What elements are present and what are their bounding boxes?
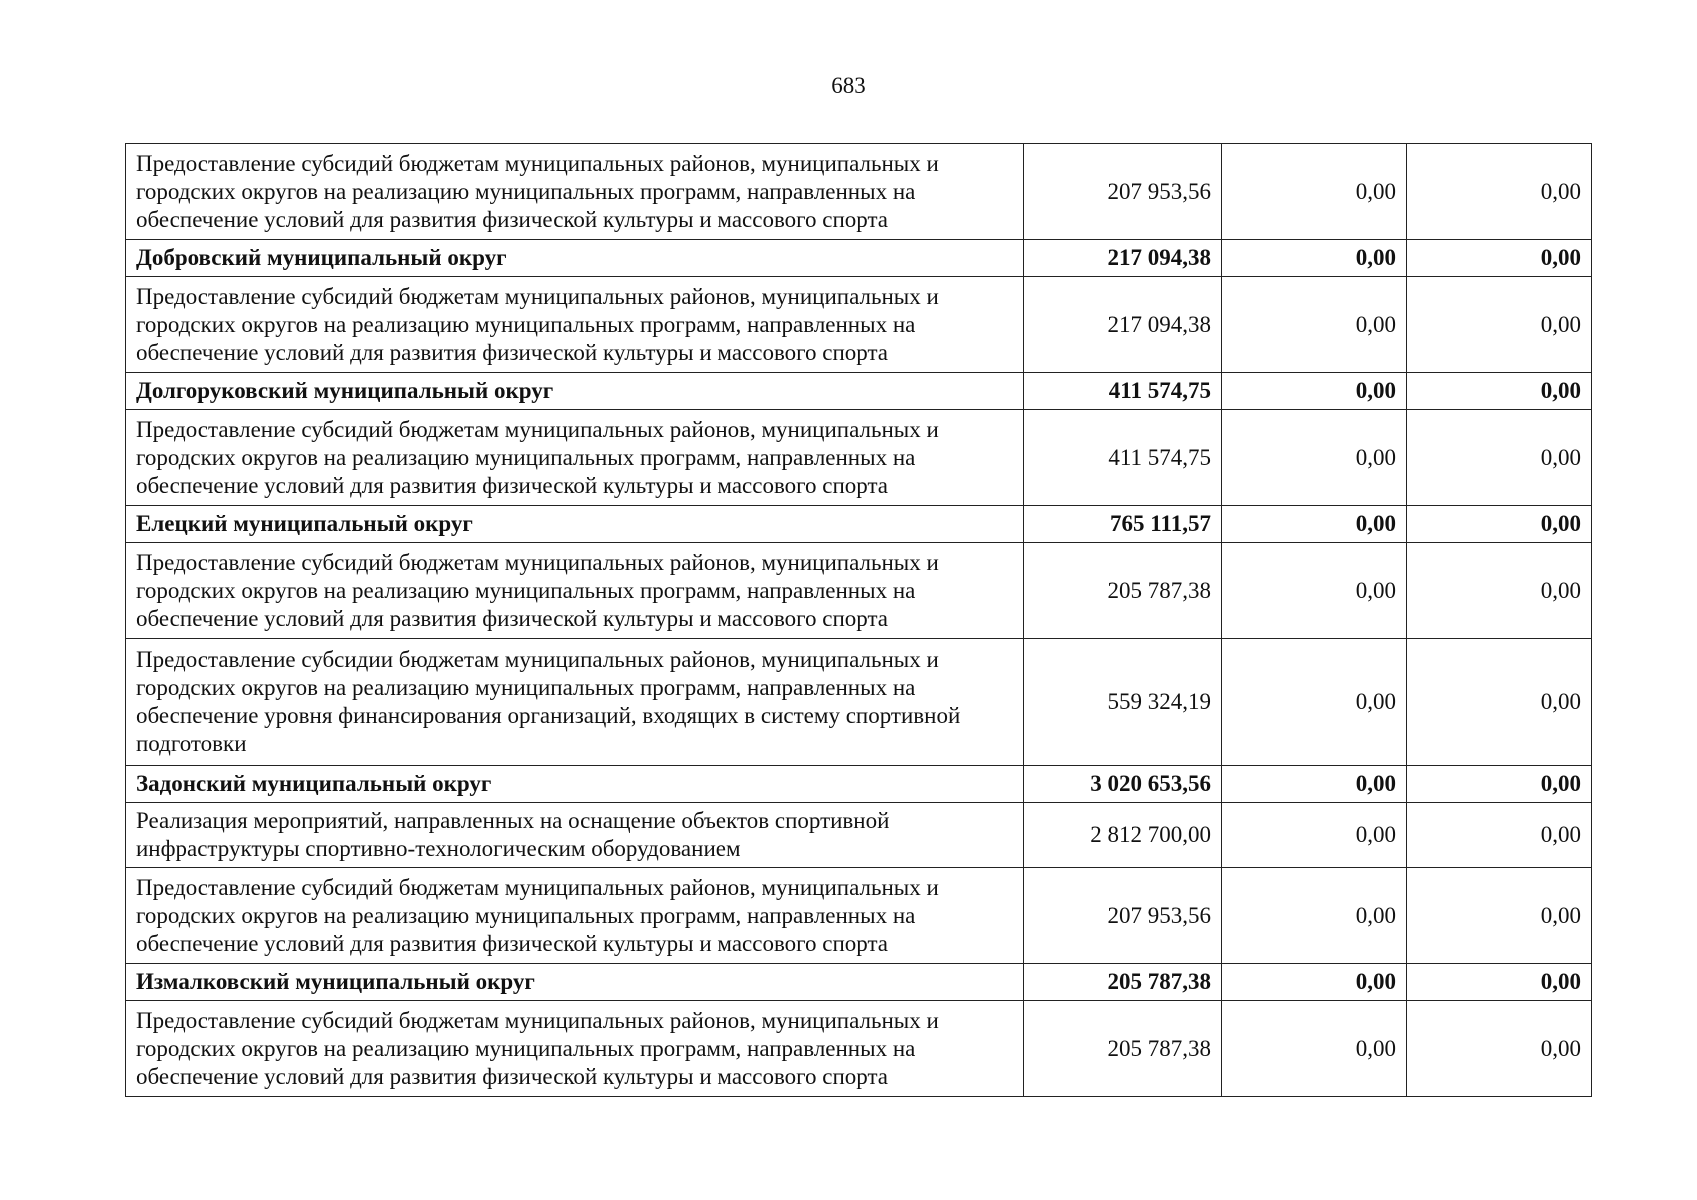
row-description: Предоставление субсидии бюджетам муниципальных районов, муниципальных и городских округов на реализацию муниципальных программ, направленных на обеспечение уровня финансирования организаций, входящих в систему спортивной подготовки <box>126 639 1024 766</box>
page-number: 683 <box>831 73 866 98</box>
row-value-2: 0,00 <box>1222 868 1407 964</box>
row-value-2: 0,00 <box>1222 410 1407 506</box>
row-description: Предоставление субсидий бюджетам муниципальных районов, муниципальных и городских округов на реализацию муниципальных программ, направленных на обеспечение условий для развития физической культуры и массового спорта <box>126 144 1024 240</box>
district-name: Добровский муниципальный округ <box>126 240 1024 277</box>
row-description: Предоставление субсидий бюджетам муниципальных районов, муниципальных и городских округов на реализацию муниципальных программ, направленных на обеспечение условий для развития физической культуры и массового спорта <box>126 868 1024 964</box>
table-row <box>126 639 1592 766</box>
district-total-2: 0,00 <box>1222 373 1407 410</box>
row-value-3: 0,00 <box>1407 1001 1592 1097</box>
district-total-3: 0,00 <box>1407 240 1592 277</box>
row-value-3: 0,00 <box>1407 543 1592 639</box>
row-value-1: 207 953,56 <box>1024 868 1222 964</box>
row-value-1: 2 812 700,00 <box>1024 803 1222 868</box>
row-description: Предоставление субсидий бюджетам муниципальных районов, муниципальных и городских округов на реализацию муниципальных программ, направленных на обеспечение условий для развития физической культуры и массового спорта <box>126 277 1024 373</box>
table-row <box>126 1001 1592 1097</box>
district-total-2: 0,00 <box>1222 240 1407 277</box>
district-total-3: 0,00 <box>1407 373 1592 410</box>
row-value-2: 0,00 <box>1222 639 1407 766</box>
district-name: Елецкий муниципальный округ <box>126 506 1024 543</box>
district-total-1: 765 111,57 <box>1024 506 1222 543</box>
district-total-1: 205 787,38 <box>1024 964 1222 1001</box>
district-name: Измалковский муниципальный округ <box>126 964 1024 1001</box>
row-value-2: 0,00 <box>1222 543 1407 639</box>
district-name: Долгоруковский муниципальный округ <box>126 373 1024 410</box>
table-row <box>126 543 1592 639</box>
row-description: Реализация мероприятий, направленных на оснащение объектов спортивной инфраструктуры спортивно-технологическим оборудованием <box>126 803 1024 868</box>
district-total-1: 217 094,38 <box>1024 240 1222 277</box>
table-row <box>126 144 1592 240</box>
row-value-2: 0,00 <box>1222 1001 1407 1097</box>
row-value-1: 207 953,56 <box>1024 144 1222 240</box>
row-value-1: 411 574,75 <box>1024 410 1222 506</box>
row-value-3: 0,00 <box>1407 803 1592 868</box>
row-value-3: 0,00 <box>1407 639 1592 766</box>
district-total-1: 3 020 653,56 <box>1024 766 1222 803</box>
table-row <box>126 868 1592 964</box>
district-total-row <box>126 240 1592 277</box>
district-total-2: 0,00 <box>1222 506 1407 543</box>
district-total-row <box>126 964 1592 1001</box>
district-total-3: 0,00 <box>1407 964 1592 1001</box>
district-total-2: 0,00 <box>1222 766 1407 803</box>
table-row <box>126 803 1592 868</box>
table-row <box>126 410 1592 506</box>
row-value-2: 0,00 <box>1222 277 1407 373</box>
row-value-3: 0,00 <box>1407 144 1592 240</box>
row-value-1: 559 324,19 <box>1024 639 1222 766</box>
row-value-1: 205 787,38 <box>1024 1001 1222 1097</box>
district-name: Задонский муниципальный округ <box>126 766 1024 803</box>
row-value-1: 217 094,38 <box>1024 277 1222 373</box>
district-total-3: 0,00 <box>1407 766 1592 803</box>
district-total-row <box>126 373 1592 410</box>
row-value-3: 0,00 <box>1407 410 1592 506</box>
row-value-3: 0,00 <box>1407 277 1592 373</box>
row-value-3: 0,00 <box>1407 868 1592 964</box>
district-total-1: 411 574,75 <box>1024 373 1222 410</box>
row-value-2: 0,00 <box>1222 144 1407 240</box>
district-total-2: 0,00 <box>1222 964 1407 1001</box>
table-row <box>126 277 1592 373</box>
row-value-2: 0,00 <box>1222 803 1407 868</box>
budget-table <box>125 143 1592 1097</box>
district-total-row <box>126 506 1592 543</box>
row-description: Предоставление субсидий бюджетам муниципальных районов, муниципальных и городских округов на реализацию муниципальных программ, направленных на обеспечение условий для развития физической культуры и массового спорта <box>126 1001 1024 1097</box>
row-value-1: 205 787,38 <box>1024 543 1222 639</box>
row-description: Предоставление субсидий бюджетам муниципальных районов, муниципальных и городских округов на реализацию муниципальных программ, направленных на обеспечение условий для развития физической культуры и массового спорта <box>126 410 1024 506</box>
district-total-row <box>126 766 1592 803</box>
row-description: Предоставление субсидий бюджетам муниципальных районов, муниципальных и городских округов на реализацию муниципальных программ, направленных на обеспечение условий для развития физической культуры и массового спорта <box>126 543 1024 639</box>
district-total-3: 0,00 <box>1407 506 1592 543</box>
